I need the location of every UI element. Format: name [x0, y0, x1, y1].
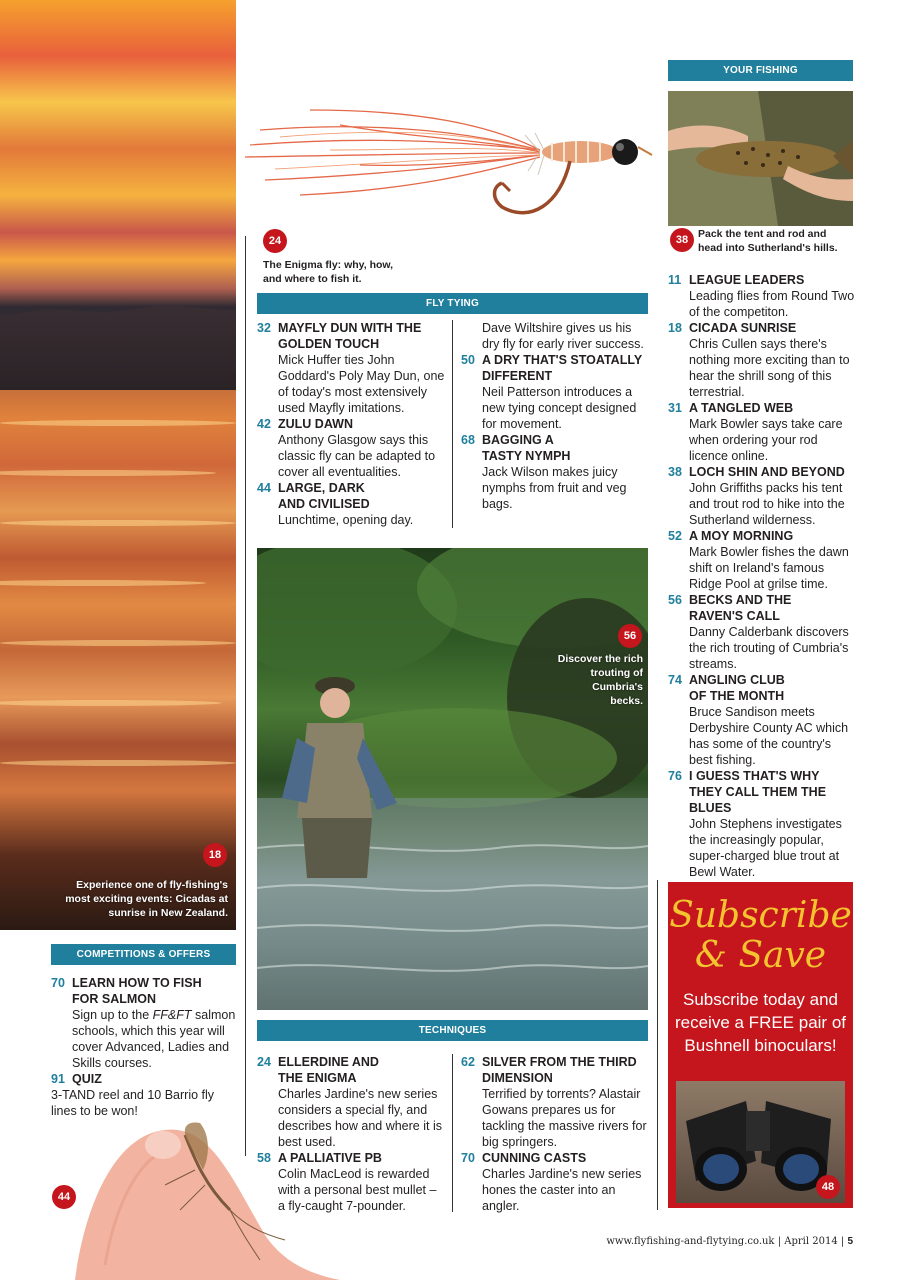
entry-title: A DRY THAT'S STOATALLY DIFFERENT — [482, 353, 642, 383]
page-number: 24 — [257, 1055, 271, 1069]
entry-description: Anthony Glasgow says this classic fly can be adapted to cover all eventualities. — [278, 433, 436, 479]
page-number: 68 — [461, 433, 475, 447]
sunset-photo — [0, 0, 236, 930]
save-heading: & Save — [694, 935, 827, 976]
entry-description: Sign up to the FF&FT salmon schools, which this year will cover Advanced, Ladies and Skills courses. — [72, 1008, 236, 1070]
page-footer: www.flyfishing-and-flytying.co.uk | April 2014 | 5 — [606, 1236, 853, 1247]
contents-entry[interactable] — [257, 320, 446, 416]
binoculars-photo — [676, 1081, 845, 1203]
section-header-your-fishing: YOUR FISHING — [668, 60, 853, 81]
page-number: 38 — [668, 465, 682, 479]
entry-description: Lunchtime, opening day. — [278, 513, 414, 527]
entry-description: Charles Jardine's new series considers a special fly, and describes how and where it is best used. — [278, 1087, 442, 1149]
entry-title: A TANGLED WEB — [689, 401, 794, 415]
entry-description: Mick Huffer ties John Goddard's Poly May Dun, one of today's most extensively used Mayfly imitations. — [278, 353, 445, 415]
entry-title: BECKS AND THE RAVEN'S CALL — [689, 593, 792, 623]
entry-description: Neil Patterson introduces a new tying concept designed for movement. — [482, 385, 637, 431]
entry-title: ZULU DAWN — [278, 417, 353, 431]
entry-title: LEARN HOW TO FISH FOR SALMON — [72, 976, 202, 1006]
page-badge: 38 — [670, 228, 694, 252]
subscribe-heading: Subscribe — [669, 895, 852, 936]
fly-tying-column-1 — [257, 320, 446, 528]
page-number: 62 — [461, 1055, 475, 1069]
entry-description: Bruce Sandison meets Derbyshire County AC which has some of the country's best fishing. — [689, 705, 849, 767]
trout-in-hands-photo — [668, 91, 853, 226]
entry-title: CUNNING CASTS — [482, 1151, 587, 1165]
entry-title: ELLERDINE AND THE ENIGMA — [278, 1055, 379, 1085]
page-number: 52 — [668, 529, 682, 543]
entry-title: BAGGING A TASTY NYMPH — [482, 433, 571, 463]
entry-title: SILVER FROM THE THIRD DIMENSION — [482, 1055, 637, 1085]
entry-description: Mark Bowler fishes the dawn shift on Ireland's famous Ridge Pool at grilse time. — [689, 545, 849, 591]
contents-entry[interactable] — [668, 672, 855, 768]
section-header-techniques: TECHNIQUES — [257, 1020, 648, 1041]
entry-description: Mark Bowler says take care when ordering your rod licence online. — [689, 417, 843, 463]
contents-entry[interactable] — [461, 1054, 649, 1150]
contents-entry[interactable] — [668, 464, 855, 528]
your-fishing-column — [668, 272, 855, 880]
contents-entry[interactable] — [668, 768, 855, 880]
issue-date: April 2014 — [784, 1236, 838, 1247]
entry-title: CICADA SUNRISE — [689, 321, 797, 335]
contents-entry[interactable] — [51, 975, 237, 1071]
subscribe-offer-text: Subscribe today and receive a FREE pair of Bushnell binoculars! — [674, 990, 846, 1055]
entry-description-continued: Dave Wiltshire gives us his dry fly for early river success. — [482, 321, 644, 351]
entry-title: MAYFLY DUN WITH THE GOLDEN TOUCH — [278, 321, 422, 351]
page-badge: 48 — [816, 1175, 840, 1199]
photo-caption: Experience one of fly-fishing's most exciting events: Cicadas at sunrise in New Zealand. — [65, 879, 228, 919]
contents-entry[interactable] — [668, 320, 855, 400]
entry-title: ANGLING CLUB OF THE MONTH — [689, 673, 785, 703]
page-badge: 56 — [618, 624, 642, 648]
contents-entry[interactable] — [668, 528, 855, 592]
fly-tying-column-2 — [461, 320, 649, 512]
entry-title: LEAGUE LEADERS — [689, 273, 805, 287]
contents-entry[interactable] — [461, 432, 649, 512]
entry-title: I GUESS THAT'S WHY THEY CALL THEM THE BLUES — [689, 769, 827, 815]
page-number: 91 — [51, 1072, 65, 1086]
entry-title: A MOY MORNING — [689, 529, 794, 543]
contents-entry[interactable] — [257, 480, 446, 528]
page-number-footer: 5 — [847, 1236, 853, 1247]
entry-description: Leading flies from Round Two of the competiton. — [689, 289, 855, 319]
entry-description: John Stephens investigates the increasingly popular, super-charged blue trout at Bewl Water. — [689, 817, 842, 879]
entry-description: Chris Cullen says there's nothing more exciting than to hear the shrill song of this terrestrial. — [689, 337, 850, 399]
page-number: 58 — [257, 1151, 271, 1165]
enigma-fly-illustration — [240, 95, 665, 230]
contents-entry[interactable] — [51, 1071, 237, 1119]
contents-entry[interactable] — [668, 272, 855, 320]
photo-caption: The Enigma fly: why, how, and where to fish it. — [263, 259, 394, 285]
entry-title: A PALLIATIVE PB — [278, 1151, 382, 1165]
entry-description: Terrified by torrents? Alastair Gowans prepares us for tackling the massive rivers for big springers. — [482, 1087, 647, 1149]
entry-title: LARGE, DARK AND CIVILISED — [278, 481, 370, 511]
page-badge: 44 — [52, 1185, 76, 1209]
techniques-column-2 — [461, 1054, 649, 1214]
website-url[interactable]: www.flyfishing-and-flytying.co.uk — [606, 1236, 775, 1247]
entry-description: Jack Wilson makes juicy nymphs from fruit and veg bags. — [482, 465, 627, 511]
entry-description: Charles Jardine's new series hones the caster into an angler. — [482, 1167, 642, 1213]
page-badge: 18 — [203, 843, 227, 867]
entry-description: Colin MacLeod is rewarded with a personal best mullet – a fly-caught 7-pounder. — [278, 1167, 437, 1213]
section-header-competitions: COMPETITIONS & OFFERS — [51, 944, 236, 965]
entry-title: LOCH SHIN AND BEYOND — [689, 465, 845, 479]
photo-caption: Pack the tent and rod and head into Sutherland's hills. — [698, 228, 838, 254]
mayfly-on-finger-photo — [45, 1115, 345, 1280]
page-number: 50 — [461, 353, 475, 367]
photo-caption: Discover the rich trouting of Cumbria's becks. — [557, 653, 643, 707]
page-number: 74 — [668, 673, 682, 687]
page-number: 76 — [668, 769, 682, 783]
contents-entry[interactable] — [461, 1150, 649, 1214]
competitions-column — [51, 975, 237, 1119]
entry-description: Danny Calderbank discovers the rich trouting of Cumbria's streams. — [689, 625, 849, 671]
section-header-fly-tying: FLY TYING — [257, 293, 648, 314]
page-number: 18 — [668, 321, 682, 335]
page-badge: 24 — [263, 229, 287, 253]
river-angler-photo — [257, 548, 648, 1010]
page-number: 32 — [257, 321, 271, 335]
contents-entry[interactable] — [257, 416, 446, 480]
page-number: 70 — [51, 976, 65, 990]
page-number: 42 — [257, 417, 271, 431]
page-number: 70 — [461, 1151, 475, 1165]
entry-description: 3-TAND reel and 10 Barrio fly lines to be won! — [51, 1088, 215, 1118]
page-number: 31 — [668, 401, 682, 415]
subscribe-advert[interactable] — [668, 882, 853, 1208]
entry-description: John Griffiths packs his tent and trout rod to hike into the Sutherland wilderness. — [689, 481, 845, 527]
contents-entry[interactable] — [461, 352, 649, 432]
page-number: 44 — [257, 481, 271, 495]
entry-title: QUIZ — [72, 1072, 102, 1086]
contents-entry[interactable] — [668, 400, 855, 464]
contents-entry[interactable] — [668, 592, 855, 672]
page-number: 56 — [668, 593, 682, 607]
page-number: 11 — [668, 273, 682, 287]
